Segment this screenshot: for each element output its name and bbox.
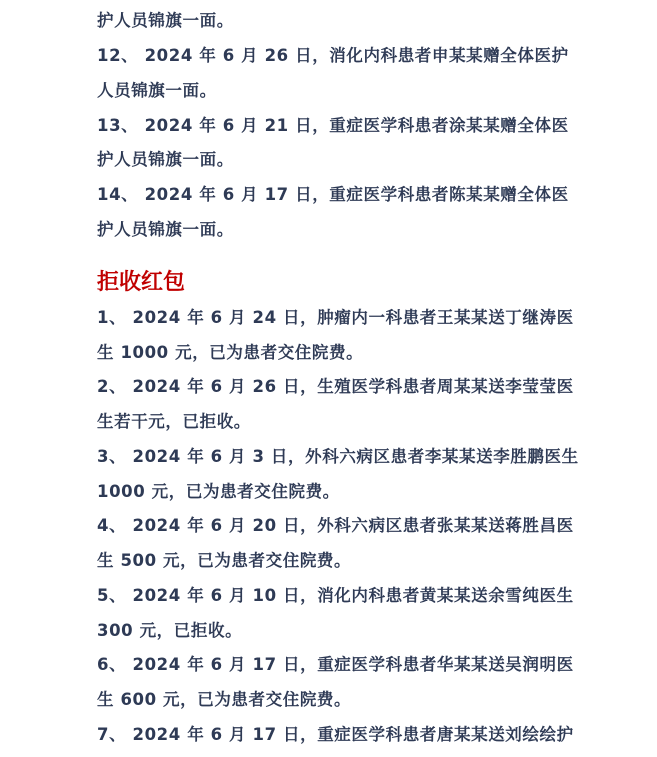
red-packet-line: 4、 2024 年 6 月 20 日，外科六病区患者张某某送蒋胜昌医 (97, 516, 574, 535)
honor-line: 14、 2024 年 6 月 17 日，重症医学科患者陈某某赠全体医 (97, 185, 569, 204)
honor-line: 护人员锦旗一面。 (97, 150, 234, 169)
red-packet-line: 6、 2024 年 6 月 17 日，重症医学科患者华某某送吴润明医 (97, 655, 574, 674)
red-packet-line: 2、 2024 年 6 月 26 日，生殖医学科患者周某某送李莹莹医 (97, 377, 574, 396)
red-packet-line: 7、 2024 年 6 月 17 日，重症医学科患者唐某某送刘绘绘护 (97, 725, 574, 744)
honor-line: 人员锦旗一面。 (97, 81, 217, 100)
honor-line: 12、 2024 年 6 月 26 日，消化内科患者申某某赠全体医护 (97, 46, 569, 65)
section-heading-red-packet: 拒收红包 (97, 270, 186, 295)
red-packet-line: 生 1000 元，已为患者交住院费。 (97, 343, 364, 362)
honor-line: 13、 2024 年 6 月 21 日，重症医学科患者涂某某赠全体医 (97, 116, 569, 135)
red-packet-line: 5、 2024 年 6 月 10 日，消化内科患者黄某某送余雪纯医生 (97, 586, 574, 605)
red-packet-line: 300 元，已拒收。 (97, 621, 243, 640)
red-packet-line: 生若干元，已拒收。 (97, 412, 251, 431)
red-packet-line: 3、 2024 年 6 月 3 日，外科六病区患者李某某送李胜鹏医生 (97, 447, 579, 466)
honor-line: 护人员锦旗一面。 (97, 220, 234, 239)
honor-line: 护人员锦旗一面。 (97, 11, 234, 30)
red-packet-line: 1、 2024 年 6 月 24 日，肿瘤内一科患者王某某送丁继涛医 (97, 308, 574, 327)
red-packet-line: 生 600 元，已为患者交住院费。 (97, 690, 352, 709)
red-packet-line: 1000 元，已为患者交住院费。 (97, 482, 340, 501)
red-packet-line: 生 500 元，已为患者交住院费。 (97, 551, 352, 570)
